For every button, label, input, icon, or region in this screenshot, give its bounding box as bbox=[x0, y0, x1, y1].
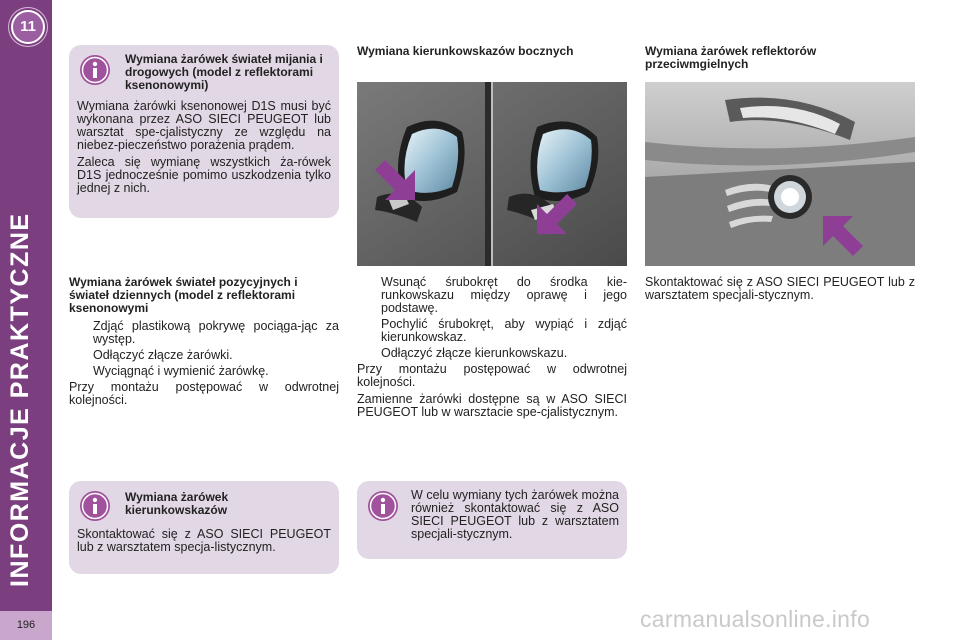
info-xenon-paragraph: Wymiana żarówki ksenonowej D1S musi być wykonana przez ASO SIECI PEUGEOT lub warsztat spe-cjalistyczny ze względu na niebez-pieczeństwo porażenia prądem. bbox=[77, 99, 331, 152]
chapter-number: 11 bbox=[20, 18, 36, 35]
info-icon bbox=[368, 491, 398, 521]
info-indicators-body: Skontaktować się z ASO SIECI PEUGEOT lub z warsztatem specja-listycznym. bbox=[77, 527, 331, 554]
position-lights-section bbox=[69, 276, 339, 407]
mirror-photo bbox=[357, 82, 627, 266]
side-indicators-section bbox=[357, 276, 627, 423]
side-indicators-paragraph: Przy montażu postępować w odwrotnej kolejności. bbox=[357, 362, 627, 389]
position-lights-steps bbox=[69, 320, 339, 378]
sidebar bbox=[0, 0, 52, 640]
info-indicators-heading: Wymiana żarówek kierunkowskazów bbox=[125, 490, 229, 517]
chapter-badge bbox=[11, 10, 45, 44]
info-xenon-heading: Wymiana żarówek świateł mijania i drogowych (model z reflektorami ksenonowymi) bbox=[125, 52, 323, 92]
list-item: Odłączyć złącze żarówki. bbox=[93, 348, 233, 362]
info-icon bbox=[80, 491, 110, 521]
side-indicators-notes bbox=[357, 363, 627, 419]
info-box-xenon bbox=[69, 45, 339, 218]
info-xenon-body bbox=[77, 100, 331, 195]
side-indicators-steps bbox=[357, 276, 627, 360]
list-item: Zdjąć plastikową pokrywę pociąga-jąc za występ. bbox=[93, 319, 339, 346]
list-item: Wsunąć śrubokręt do środka kie-runkowskazu między oprawę i jego podstawę. bbox=[381, 275, 627, 315]
watermark: carmanualsonline.info bbox=[640, 606, 871, 632]
info-icon bbox=[80, 55, 110, 85]
side-indicators-paragraph: Zamienne żarówki dostępne są w ASO SIECI PEUGEOT lub w warsztacie spe-cjalistycznym. bbox=[357, 392, 627, 419]
info-xenon-paragraph: Zaleca się wymianę wszystkich ża-rówek D1S jednocześnie pomimo uszkodzenia tylko jednej z nich. bbox=[77, 155, 331, 195]
info-box-indicators bbox=[69, 481, 339, 574]
info-side-body: W celu wymiany tych żarówek można również skontaktować się z ASO SIECI PEUGEOT lub z warsztatem specjali-stycznym. bbox=[411, 488, 619, 541]
chapter-title: INFORMACJE PRAKTYCZNE bbox=[6, 212, 34, 587]
fog-lights-heading: Wymiana żarówek reflektorów przeciwmgielnych bbox=[645, 44, 817, 71]
position-lights-heading: Wymiana żarówek świateł pozycyjnych i świateł dziennych (model z reflektorami ksenonowymi bbox=[69, 275, 298, 315]
list-item: Wyciągnąć i wymienić żarówkę. bbox=[93, 364, 269, 378]
page-number: 196 bbox=[0, 611, 52, 640]
fog-lights-body: Skontaktować się z ASO SIECI PEUGEOT lub z warsztatem specjali-stycznym. bbox=[645, 275, 915, 302]
side-indicators-heading: Wymiana kierunkowskazów bocznych bbox=[357, 44, 574, 58]
info-box-side bbox=[357, 481, 627, 559]
fog-light-photo bbox=[645, 82, 915, 266]
position-lights-note: Przy montażu postępować w odwrotnej kolejności. bbox=[69, 380, 339, 407]
list-item: Odłączyć złącze kierunkowskazu. bbox=[381, 346, 568, 360]
list-item: Pochylić śrubokręt, aby wypiąć i zdjąć kierunkowskaz. bbox=[381, 317, 627, 344]
